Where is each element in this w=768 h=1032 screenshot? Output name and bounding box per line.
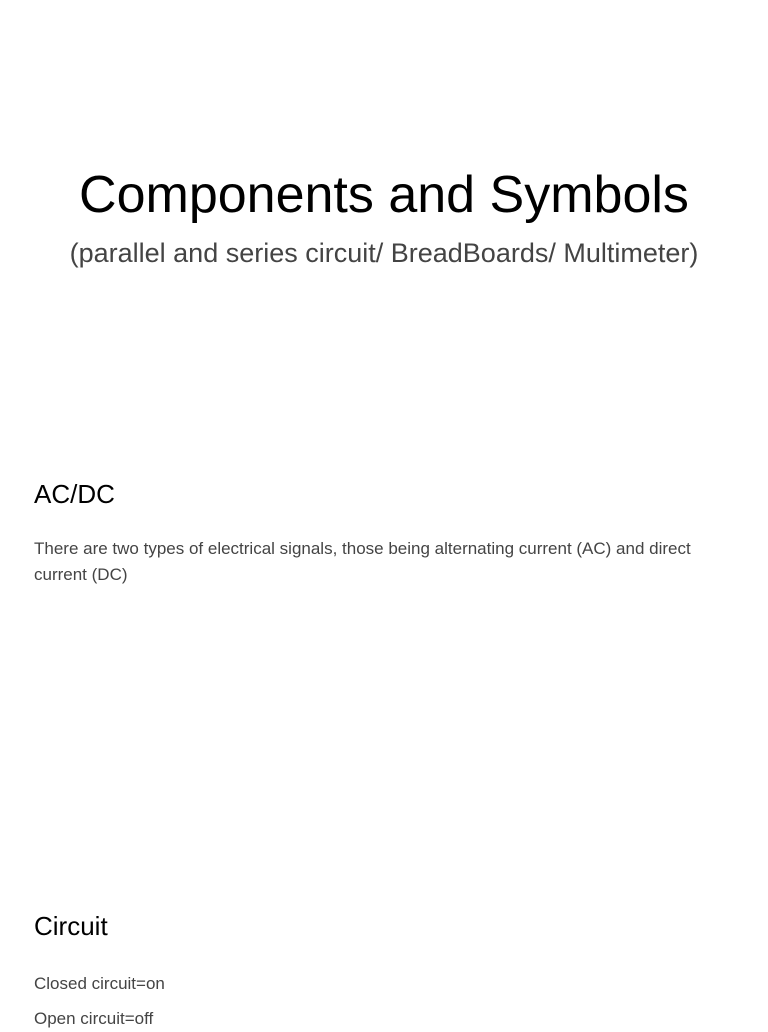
circuit-line-open: Open circuit=off [34,1009,154,1028]
section-heading-circuit: Circuit [34,911,108,941]
circuit-line-closed: Closed circuit=on [34,974,165,993]
title-block [0,164,768,270]
page-subtitle: (parallel and series circuit/ BreadBoards/ Multimeter) [69,238,699,268]
section-heading-ac-dc: AC/DC [34,479,115,509]
section-text-ac-dc: There are two types of electrical signals, those being alternating current (AC) and direct current (DC) [34,539,691,584]
section-circuit [34,910,734,1032]
section-ac-dc [34,478,734,588]
page-title: Components and Symbols [79,166,689,224]
